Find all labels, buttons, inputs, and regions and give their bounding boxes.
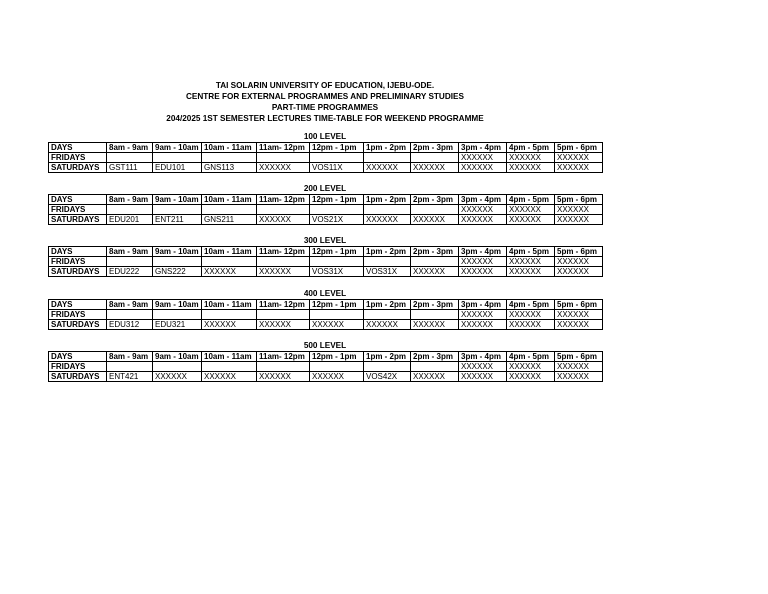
course-cell: XXXXXX (459, 153, 507, 163)
course-cell (364, 362, 411, 372)
course-cell (202, 205, 257, 215)
course-cell (107, 153, 153, 163)
timetable-table (48, 246, 603, 277)
course-cell: XXXXXX (555, 320, 603, 330)
column-header: 5pm - 6pm (555, 247, 603, 257)
column-header: 10am - 11am (202, 352, 257, 362)
timetable-table (48, 142, 603, 173)
column-header: 8am - 9am (107, 247, 153, 257)
course-cell: EDU101 (153, 163, 202, 173)
course-cell: XXXXXX (459, 310, 507, 320)
course-cell: XXXXXX (555, 163, 603, 173)
course-cell (202, 257, 257, 267)
course-cell (364, 257, 411, 267)
day-cell: FRIDAYS (49, 310, 107, 320)
course-cell (153, 257, 202, 267)
column-header: 4pm - 5pm (507, 143, 555, 153)
table-row (49, 153, 603, 163)
column-header: 5pm - 6pm (555, 143, 603, 153)
course-cell (310, 205, 364, 215)
course-cell: XXXXXX (257, 215, 310, 225)
course-cell (411, 153, 459, 163)
course-cell (153, 310, 202, 320)
table-row (49, 257, 603, 267)
course-cell: EDU312 (107, 320, 153, 330)
centre-name: CENTRE FOR EXTERNAL PROGRAMMES AND PRELIMINARY STUDIES (186, 92, 464, 101)
column-header: 12pm - 1pm (310, 352, 364, 362)
column-header: 2pm - 3pm (411, 195, 459, 205)
column-header: 3pm - 4pm (459, 300, 507, 310)
table-row (49, 362, 603, 372)
course-cell: XXXXXX (555, 362, 603, 372)
table-header-row (49, 247, 603, 257)
course-cell: XXXXXX (507, 153, 555, 163)
column-header: 1pm - 2pm (364, 352, 411, 362)
course-cell: XXXXXX (257, 320, 310, 330)
column-header: DAYS (49, 300, 107, 310)
column-header: 1pm - 2pm (364, 300, 411, 310)
table-header-row (49, 352, 603, 362)
course-cell: XXXXXX (459, 163, 507, 173)
column-header: DAYS (49, 195, 107, 205)
column-header: 8am - 9am (107, 352, 153, 362)
day-cell: SATURDAYS (49, 215, 107, 225)
course-cell (202, 153, 257, 163)
day-cell: FRIDAYS (49, 257, 107, 267)
column-header: 3pm - 4pm (459, 352, 507, 362)
course-cell: EDU321 (153, 320, 202, 330)
course-cell: XXXXXX (555, 372, 603, 382)
column-header: 4pm - 5pm (507, 247, 555, 257)
column-header: 2pm - 3pm (411, 143, 459, 153)
level-title: 500 LEVEL (303, 341, 347, 350)
course-cell: XXXXXX (507, 320, 555, 330)
course-cell (411, 362, 459, 372)
course-cell: VOS31X (310, 267, 364, 277)
course-cell (153, 153, 202, 163)
course-cell (257, 362, 310, 372)
course-cell: EDU201 (107, 215, 153, 225)
course-cell: XXXXXX (507, 267, 555, 277)
course-cell: XXXXXX (555, 257, 603, 267)
column-header: 9am - 10am (153, 247, 202, 257)
course-cell: XXXXXX (411, 372, 459, 382)
course-cell (411, 205, 459, 215)
column-header: 12pm - 1pm (310, 247, 364, 257)
course-cell: XXXXXX (459, 215, 507, 225)
course-cell (364, 310, 411, 320)
course-cell: VOS21X (310, 215, 364, 225)
course-cell: XXXXXX (310, 320, 364, 330)
column-header: 5pm - 6pm (555, 300, 603, 310)
course-cell: XXXXXX (153, 372, 202, 382)
day-cell: SATURDAYS (49, 163, 107, 173)
course-cell: XXXXXX (364, 215, 411, 225)
course-cell (202, 310, 257, 320)
course-cell (153, 205, 202, 215)
level-section (48, 132, 602, 173)
course-cell (257, 257, 310, 267)
day-cell: SATURDAYS (49, 372, 107, 382)
column-header: 10am - 11am (202, 195, 257, 205)
column-header: DAYS (49, 352, 107, 362)
table-row (49, 372, 603, 382)
course-cell: VOS11X (310, 163, 364, 173)
course-cell: XXXXXX (459, 362, 507, 372)
table-row (49, 163, 603, 173)
course-cell: XXXXXX (555, 215, 603, 225)
column-header: 12pm - 1pm (310, 300, 364, 310)
column-header: 10am - 11am (202, 247, 257, 257)
course-cell (411, 257, 459, 267)
level-title: 400 LEVEL (303, 289, 347, 298)
course-cell: XXXXXX (507, 372, 555, 382)
course-cell: GNS211 (202, 215, 257, 225)
column-header: 1pm - 2pm (364, 195, 411, 205)
course-cell: XXXXXX (459, 320, 507, 330)
course-cell: XXXXXX (364, 163, 411, 173)
course-cell (310, 153, 364, 163)
day-cell: FRIDAYS (49, 153, 107, 163)
table-header-row (49, 300, 603, 310)
column-header: 5pm - 6pm (555, 195, 603, 205)
course-cell (202, 362, 257, 372)
level-section (48, 236, 602, 277)
column-header: 11am- 12pm (257, 195, 310, 205)
column-header: 2pm - 3pm (411, 300, 459, 310)
column-header: 12pm - 1pm (310, 143, 364, 153)
course-cell (107, 257, 153, 267)
programme-type: PART-TIME PROGRAMMES (271, 103, 379, 112)
column-header: DAYS (49, 247, 107, 257)
course-cell: XXXXXX (507, 310, 555, 320)
timetable-table (48, 194, 603, 225)
column-header: 9am - 10am (153, 195, 202, 205)
column-header: 11am- 12pm (257, 247, 310, 257)
document-header (48, 80, 602, 124)
level-title: 100 LEVEL (303, 132, 347, 141)
level-title: 200 LEVEL (303, 184, 347, 193)
course-cell: GST111 (107, 163, 153, 173)
course-cell: XXXXXX (411, 215, 459, 225)
course-cell (153, 362, 202, 372)
course-cell: XXXXXX (555, 267, 603, 277)
level-title: 300 LEVEL (303, 236, 347, 245)
column-header: 12pm - 1pm (310, 195, 364, 205)
column-header: 9am - 10am (153, 143, 202, 153)
course-cell: XXXXXX (507, 362, 555, 372)
course-cell (257, 310, 310, 320)
course-cell: XXXXXX (555, 153, 603, 163)
column-header: 2pm - 3pm (411, 352, 459, 362)
course-cell: XXXXXX (507, 257, 555, 267)
course-cell (310, 362, 364, 372)
university-name: TAI SOLARIN UNIVERSITY OF EDUCATION, IJEBU-ODE. (215, 81, 435, 90)
course-cell: XXXXXX (459, 267, 507, 277)
column-header: 2pm - 3pm (411, 247, 459, 257)
day-cell: FRIDAYS (49, 362, 107, 372)
column-header: 3pm - 4pm (459, 143, 507, 153)
level-section (48, 341, 602, 382)
column-header: 11am- 12pm (257, 352, 310, 362)
column-header: 8am - 9am (107, 300, 153, 310)
course-cell: XXXXXX (202, 320, 257, 330)
course-cell: VOS42X (364, 372, 411, 382)
column-header: 9am - 10am (153, 300, 202, 310)
course-cell (107, 310, 153, 320)
course-cell: XXXXXX (555, 310, 603, 320)
course-cell: ENT211 (153, 215, 202, 225)
table-row (49, 215, 603, 225)
course-cell: XXXXXX (555, 205, 603, 215)
column-header: 8am - 9am (107, 195, 153, 205)
column-header: 10am - 11am (202, 143, 257, 153)
table-row (49, 320, 603, 330)
level-section (48, 289, 602, 330)
day-cell: SATURDAYS (49, 267, 107, 277)
column-header: 10am - 11am (202, 300, 257, 310)
course-cell: XXXXXX (202, 372, 257, 382)
course-cell (107, 362, 153, 372)
course-cell: XXXXXX (257, 267, 310, 277)
course-cell: XXXXXX (459, 205, 507, 215)
course-cell (257, 153, 310, 163)
table-row (49, 267, 603, 277)
table-row (49, 205, 603, 215)
table-header-row (49, 143, 603, 153)
course-cell: XXXXXX (507, 163, 555, 173)
column-header: 3pm - 4pm (459, 195, 507, 205)
course-cell (257, 205, 310, 215)
table-row (49, 310, 603, 320)
course-cell: XXXXXX (507, 205, 555, 215)
level-section (48, 184, 602, 225)
course-cell: XXXXXX (257, 372, 310, 382)
table-header-row (49, 195, 603, 205)
course-cell: VOS31X (364, 267, 411, 277)
course-cell (411, 310, 459, 320)
column-header: 11am- 12pm (257, 143, 310, 153)
column-header: 3pm - 4pm (459, 247, 507, 257)
course-cell: XXXXXX (411, 267, 459, 277)
course-cell: ENT421 (107, 372, 153, 382)
course-cell (364, 205, 411, 215)
course-cell: GNS222 (153, 267, 202, 277)
course-cell: XXXXXX (202, 267, 257, 277)
course-cell (107, 205, 153, 215)
column-header: 1pm - 2pm (364, 247, 411, 257)
column-header: 5pm - 6pm (555, 352, 603, 362)
course-cell (364, 153, 411, 163)
course-cell: XXXXXX (459, 257, 507, 267)
column-header: 8am - 9am (107, 143, 153, 153)
course-cell: XXXXXX (411, 163, 459, 173)
column-header: 9am - 10am (153, 352, 202, 362)
course-cell: XXXXXX (459, 372, 507, 382)
course-cell: XXXXXX (257, 163, 310, 173)
course-cell: EDU222 (107, 267, 153, 277)
column-header: 4pm - 5pm (507, 300, 555, 310)
day-cell: FRIDAYS (49, 205, 107, 215)
course-cell: XXXXXX (310, 372, 364, 382)
column-header: 11am- 12pm (257, 300, 310, 310)
day-cell: SATURDAYS (49, 320, 107, 330)
course-cell: XXXXXX (364, 320, 411, 330)
course-cell (310, 257, 364, 267)
column-header: 1pm - 2pm (364, 143, 411, 153)
timetable-title: 204/2025 1ST SEMESTER LECTURES TIME-TABLE FOR WEEKEND PROGRAMME (166, 114, 484, 123)
course-cell: XXXXXX (411, 320, 459, 330)
column-header: 4pm - 5pm (507, 195, 555, 205)
course-cell: GNS113 (202, 163, 257, 173)
course-cell (310, 310, 364, 320)
timetable-table (48, 299, 603, 330)
column-header: DAYS (49, 143, 107, 153)
course-cell: XXXXXX (507, 215, 555, 225)
timetable-table (48, 351, 603, 382)
column-header: 4pm - 5pm (507, 352, 555, 362)
